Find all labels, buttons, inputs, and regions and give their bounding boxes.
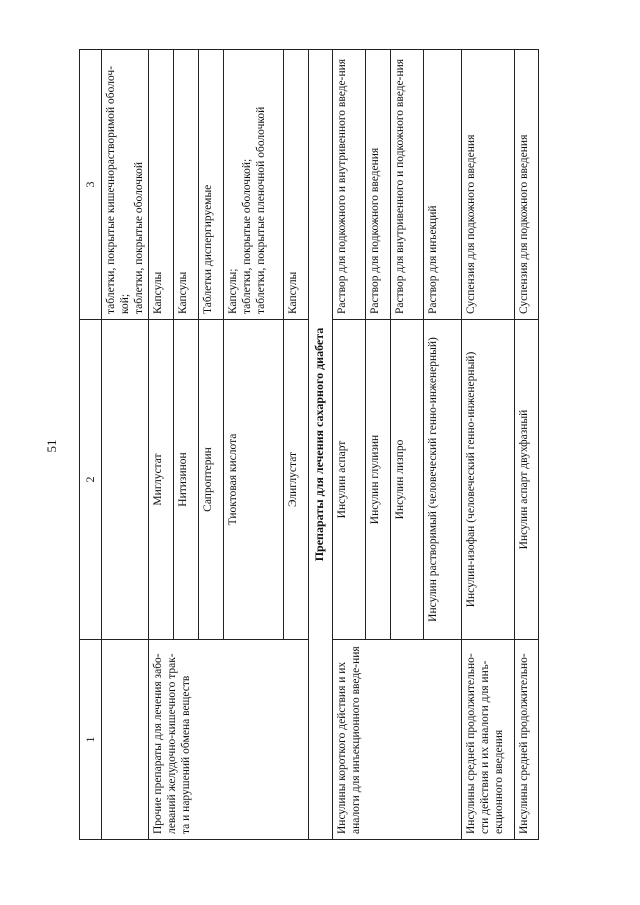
drug-cell: Сапроптерин [199, 320, 224, 640]
table-row [515, 50, 539, 840]
drug-cell: Инсулин лизпро [391, 320, 424, 640]
drug-cell: Инсулин-изофан (человеческий генно-инженерный) [462, 320, 515, 640]
drug-cell: Инсулин глулизин [366, 320, 391, 640]
dosage-form-line: таблетки, покрытые кишечнорастворимой оболоч-кой; [105, 65, 132, 314]
column-2-header: 2 [80, 320, 102, 640]
dosage-form-cell: Раствор для внутривенного и подкожного введе-ния [391, 50, 424, 320]
drug-cell: Тиоктовая кислота [224, 320, 284, 640]
drug-cell: Инсулин растворимый (человеческий генно-инженерный) [424, 320, 462, 640]
table-row [462, 50, 515, 840]
dosage-form-cell [102, 50, 149, 320]
medication-table [79, 49, 539, 840]
section-heading: Препараты для лечения сахарного диабета [309, 50, 333, 840]
table-row [333, 50, 366, 840]
page-number: 51 [44, 439, 59, 453]
dosage-form-line: таблетки, покрытые пленочной оболочкой [255, 106, 268, 314]
group-cell: Инсулины средней продолжительно-сти действия и их аналоги для инъ-екционного введения [462, 640, 515, 840]
dosage-form-cell: Капсулы [149, 50, 174, 320]
dosage-form-cell: Суспензия для подкожного введения [515, 50, 539, 320]
table-row [149, 50, 174, 840]
group-cell: Прочие препараты для лечения забо-леваний желудочно-кишечного трак-та и нарушений обмена веществ [149, 640, 309, 840]
dosage-form-cell: Капсулы [174, 50, 199, 320]
dosage-form-cell: Капсулы [284, 50, 309, 320]
column-1-header: 1 [80, 640, 102, 840]
group-cell: Инсулины средней продолжительно- [515, 640, 539, 840]
dosage-form-cell: Раствор для подкожного введения [366, 50, 391, 320]
section-row [309, 50, 333, 840]
dosage-form-line: Капсулы; [227, 268, 240, 314]
drug-cell: Элиглустат [284, 320, 309, 640]
drug-cell: Инсулин аспарт [333, 320, 366, 640]
dosage-form-cell: Раствор для инъекций [424, 50, 462, 320]
dosage-form-line: таблетки, покрытые оболочкой [133, 162, 146, 314]
dosage-form-cell: Раствор для подкожного и внутривенного введе-ния [333, 50, 366, 320]
column-3-header: 3 [80, 50, 102, 320]
rotated-table-container [79, 50, 589, 840]
group-cell: Инсулины короткого действия и их аналоги для инъекционного введе-ния [333, 640, 462, 840]
drug-cell: Миглустат [149, 320, 174, 640]
dosage-form-cell [224, 50, 284, 320]
dosage-form-line: таблетки, покрытые оболочкой; [241, 158, 254, 314]
drug-cell: Нитизинон [174, 320, 199, 640]
group-cell [102, 640, 149, 840]
table-header-row [80, 50, 102, 840]
drug-cell [102, 320, 149, 640]
table-row [102, 50, 149, 840]
drug-cell: Инсулин аспарт двухфазный [515, 320, 539, 640]
dosage-form-cell: Суспензия для подкожного введения [462, 50, 515, 320]
dosage-form-cell: Таблетки диспергируемые [199, 50, 224, 320]
